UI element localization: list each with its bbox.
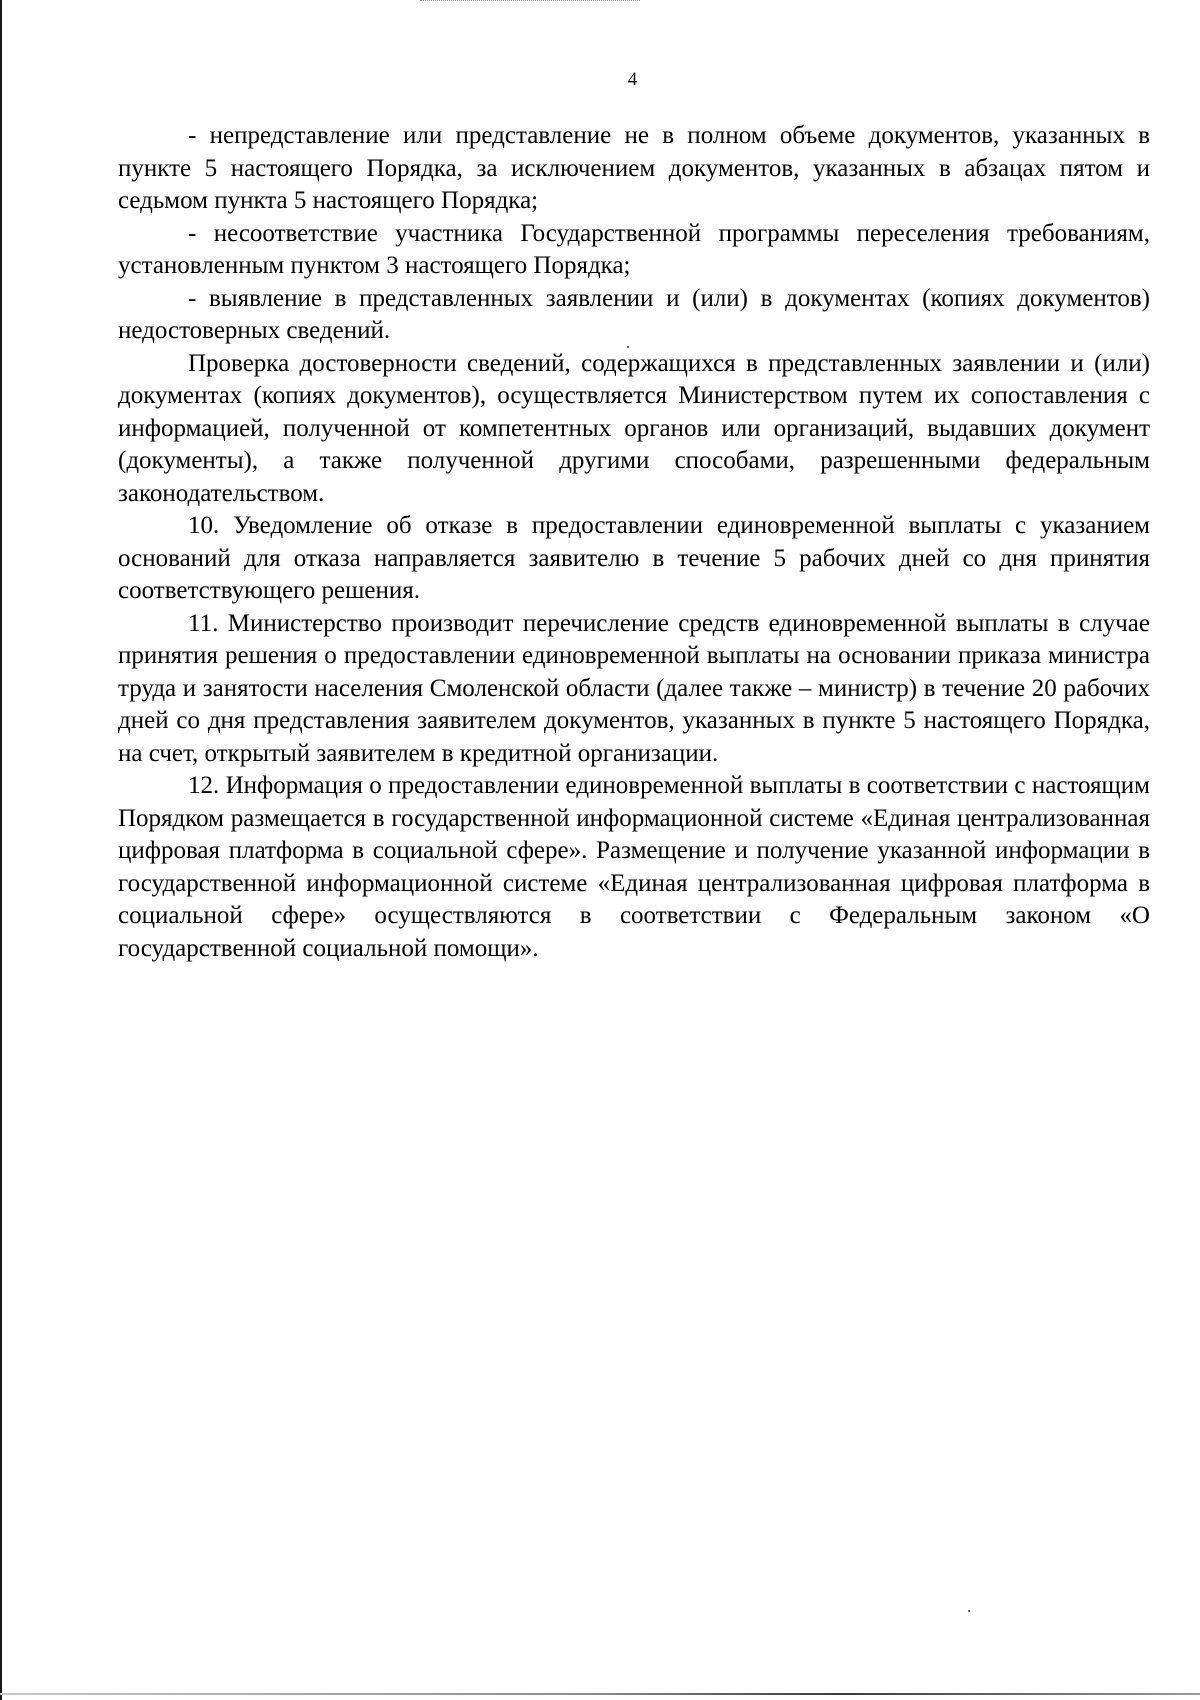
paragraph-item-10: 10. Уведомление об отказе в предоставлении единовременной выплаты с указанием оснований для отказа направляется заявителю в течение 5 рабочих дней со дня принятия соответствующего решения. <box>118 512 1150 604</box>
page-number: 4 <box>627 69 638 90</box>
document-body <box>118 120 1150 965</box>
scan-speck <box>968 1610 970 1612</box>
scan-edge-top <box>420 0 640 2</box>
paragraph-item-12: 12. Информация о предоставлении единовременной выплаты в соответствии с настоящим Порядком размещается в государственной информационной системе «Единая централизованная цифровая платформа в социальной сфере». Размещение и получение указанной информации в государственной информационной системе «Единая централизованная цифровая платформа в социальной сфере» осуществляются в соответствии с Федеральным законом «О государственной социальной помощи». <box>118 772 1150 962</box>
paragraph-nonsubmission: - непредставление или представление не в полном объеме документов, указанных в пункте 5 настоящего Порядка, за исключением документов, указанных в абзацах пятом и седьмом пункта 5 настоящего Порядка; <box>118 122 1150 214</box>
paragraph-verification: Проверка достоверности сведений, содержащихся в представленных заявлении и (или) документах (копиях документов), осуществляется Министерством путем их сопоставления с информацией, полученной от компетентных органов или организаций, выдавших документ (документы), а также полученной другими способами, разрешенными федеральным законодательством. <box>118 349 1150 507</box>
paragraph-false-information: - выявление в представленных заявлении и (или) в документах (копиях документов) недостоверных сведений. <box>118 284 1150 344</box>
scan-edge-left <box>0 0 2 1700</box>
scan-edge-bottom <box>0 1693 1200 1695</box>
paragraph-item-11: 11. Министерство производит перечисление средств единовременной выплаты в случае принятия решения о предоставлении единовременной выплаты на основании приказа министра труда и занятости населения Смоленской области (далее также – министр) в течение 20 рабочих дней со дня представления заявителем документов, указанных в пункте 5 настоящего Порядка, на счет, открытый заявителем в кредитной организации. <box>118 609 1150 767</box>
paragraph-noncompliance: - несоответствие участника Государственной программы переселения требованиям, установленным пунктом 3 настоящего Порядка; <box>118 219 1150 279</box>
